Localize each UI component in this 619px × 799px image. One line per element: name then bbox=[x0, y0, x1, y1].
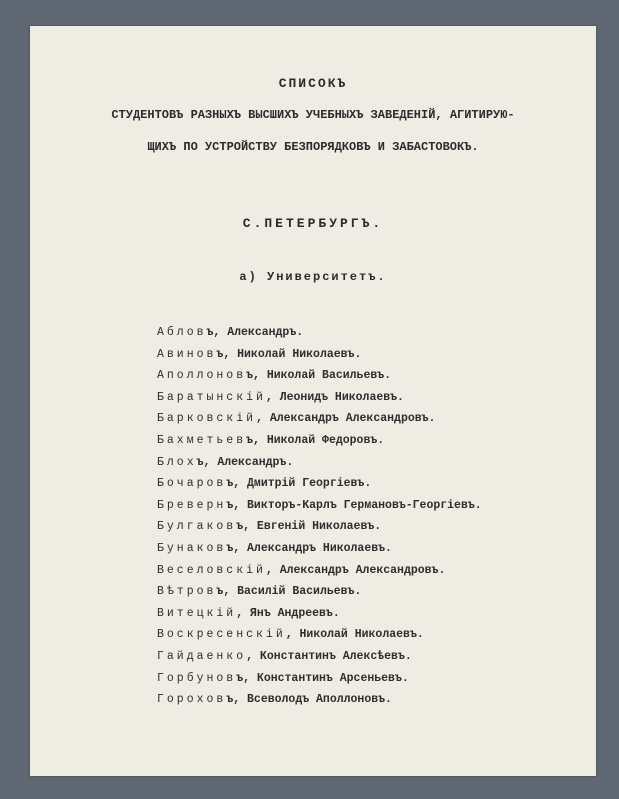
student-given-name: ъ, Николай Васильевъ. bbox=[246, 369, 392, 383]
student-given-name: , Янъ Андреевъ. bbox=[236, 606, 340, 620]
student-surname: Бреверн bbox=[157, 498, 227, 512]
student-given-name: , Константинъ Алексѣевъ. bbox=[246, 649, 412, 663]
student-given-name: ъ, Александръ. bbox=[206, 326, 304, 339]
student-given-name: ъ, Александръ Николаевъ. bbox=[226, 541, 392, 555]
student-surname: Бунаков bbox=[157, 541, 227, 555]
document-subtitle-line-1: СТУДЕНТОВЪ РАЗНЫХЪ ВЫСШИХЪ УЧЕБНЫХЪ ЗАВЕДЕНІЙ, АГИТИРУЮ- bbox=[111, 108, 515, 122]
student-surname: Бочаров bbox=[157, 477, 227, 491]
student-surname: Барковскій bbox=[157, 412, 257, 426]
list-item bbox=[157, 495, 482, 517]
student-surname: Веселовскій bbox=[157, 563, 266, 577]
document-title: СПИСОКЪ bbox=[278, 76, 348, 91]
list-item bbox=[157, 560, 482, 582]
student-surname: Аблов bbox=[157, 326, 207, 339]
student-surname: Горбунов bbox=[157, 671, 237, 685]
student-given-name: ъ, Александръ. bbox=[196, 455, 294, 469]
student-given-name: ъ, Евгеній Николаевъ. bbox=[236, 520, 382, 534]
student-surname: Гайдаенко bbox=[157, 649, 247, 663]
list-item bbox=[157, 430, 482, 452]
student-surname: Аполлонов bbox=[157, 369, 247, 383]
list-item bbox=[157, 365, 482, 387]
student-surname: Горохов bbox=[157, 693, 227, 707]
student-given-name: ъ, Всеволодъ Аполлоновъ. bbox=[226, 693, 392, 707]
student-surname: Бахметьев bbox=[157, 433, 247, 447]
student-given-name: , Александръ Александровъ. bbox=[265, 563, 446, 577]
student-given-name: , Александръ Александровъ. bbox=[256, 412, 436, 426]
list-item bbox=[157, 624, 482, 646]
document-subtitle-line-2: ЩИХЪ ПО УСТРОЙСТВУ БЕЗПОРЯДКОВЪ И ЗАБАСТОВОКЪ. bbox=[147, 140, 479, 154]
student-given-name: , Леонидъ Николаевъ. bbox=[265, 390, 404, 404]
student-surname: Воскресенскій bbox=[157, 628, 286, 642]
student-given-name: , Николай Николаевъ. bbox=[285, 628, 424, 642]
section-heading: а) Университетъ. bbox=[239, 270, 387, 284]
student-surname: Блох bbox=[157, 455, 197, 469]
list-item bbox=[157, 668, 482, 690]
document-page bbox=[30, 26, 596, 776]
student-surname: Баратынскій bbox=[157, 390, 266, 404]
list-item bbox=[157, 538, 482, 560]
student-surname: Вѣтров bbox=[157, 585, 217, 599]
student-given-name: ъ, Викторъ-Карлъ Германовъ-Георгіевъ. bbox=[226, 498, 482, 512]
student-given-name: ъ, Константинъ Арсеньевъ. bbox=[236, 671, 409, 685]
list-item bbox=[157, 452, 482, 474]
list-item bbox=[157, 646, 482, 668]
student-given-name: ъ, Николай Федоровъ. bbox=[246, 433, 385, 447]
student-surname: Авинов bbox=[157, 347, 217, 361]
list-item bbox=[157, 603, 482, 625]
student-surname: Витецкій bbox=[157, 606, 237, 620]
list-item bbox=[157, 322, 482, 344]
list-item bbox=[157, 689, 482, 711]
student-list bbox=[157, 322, 482, 711]
city-heading: С.ПЕТЕРБУРГЪ. bbox=[242, 216, 384, 231]
list-item bbox=[157, 581, 482, 603]
student-given-name: ъ, Николай Николаевъ. bbox=[216, 347, 362, 361]
student-surname: Булгаков bbox=[157, 520, 237, 534]
list-item bbox=[157, 473, 482, 495]
list-item bbox=[157, 516, 482, 538]
student-given-name: ъ, Дмитрій Георгіевъ. bbox=[226, 477, 372, 491]
list-item bbox=[157, 408, 482, 430]
list-item bbox=[157, 344, 482, 366]
list-item bbox=[157, 387, 482, 409]
student-given-name: ъ, Василій Васильевъ. bbox=[216, 585, 362, 599]
